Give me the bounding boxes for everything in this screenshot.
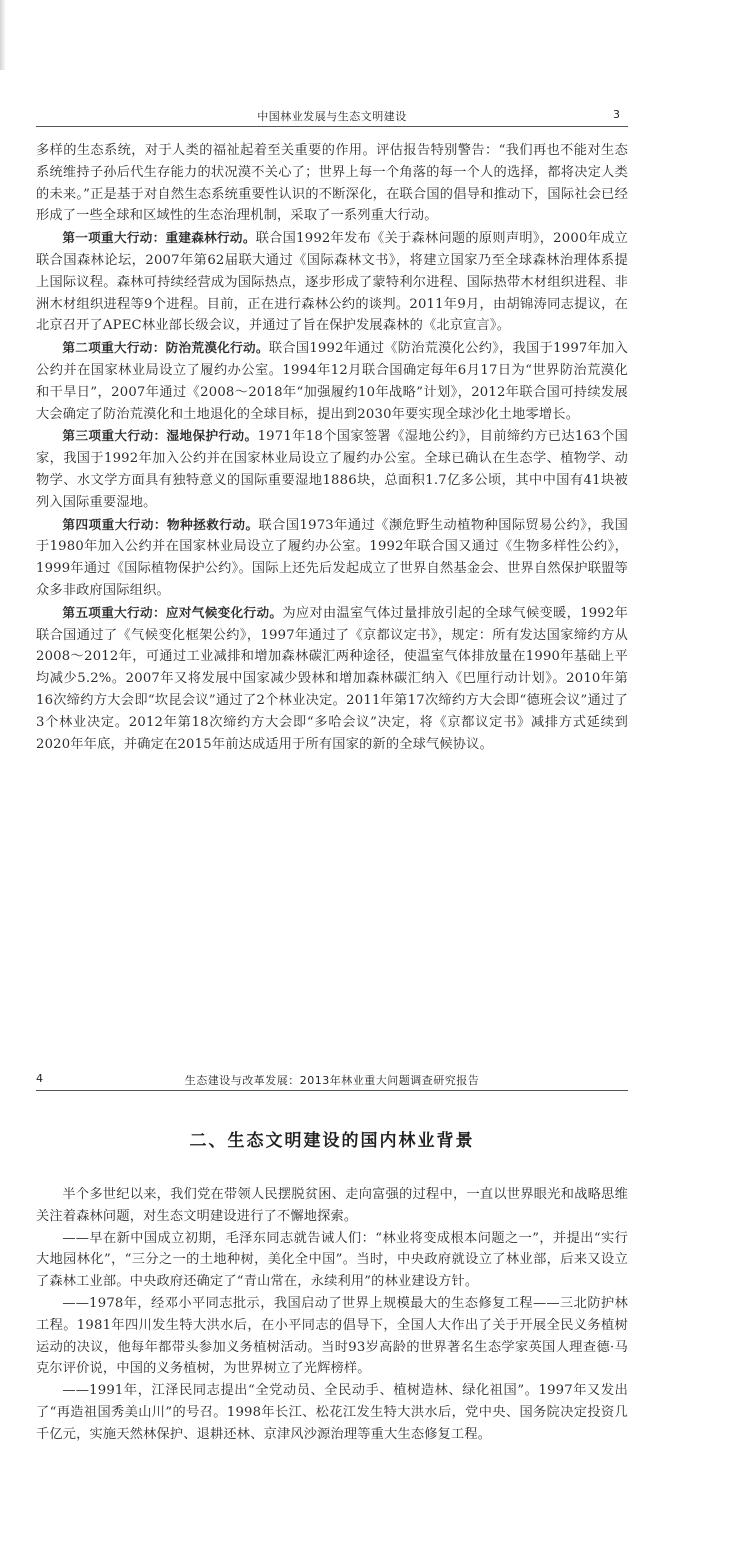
running-header [36,104,628,127]
action-paragraph-1 [36,227,628,337]
action-lead-3: 第三项重大行动：湿地保护行动。 [62,428,258,444]
page-number: 3 [613,108,620,121]
action-text-3: 1971年18个国家签署《湿地公约》，目前缔约方已达163个国家，我国于1992年加入公约并在国家林业局设立了履约办公室。全球已确认在生态学、植物学、动物学、水文学方面具有独特意义的国际重要湿地1886块，总面积1.7亿多公顷，其中中国有41块被列入国际重要湿地。 [36,429,629,510]
intro-paragraph: 多样的生态系统，对于人类的福祉起着至关重要的作用。评估报告特别警告：“我们再也不能对生态系统维持子孙后代生存能力的状况漠不关心了；世界上每一个角落的每一个人的选择，都将决定人类的未来。”正是基于对自然生态系统重要性认识的不断深化，在联合国的倡导和推动下，国际社会已经形成了一些全球和区域性的生态治理机制，采取了一系列重大行动。 [36,143,628,224]
body-paragraph-2: ——早在新中国成立初期，毛泽东同志就告诫人们：“林业将变成根本问题之一”，并提出“实行大地园林化”，“三分之一的土地种树，美化全中国”。当时，中央政府就设立了林业部，后来又设立了森林工业部。中央政府还确定了“青山常在，永续利用”的林业建设方针。 [36,1230,628,1290]
page-number: 4 [36,1072,43,1085]
action-lead-4: 第四项重大行动：物种拯救行动。 [62,516,259,532]
running-header-title: 中国林业发展与生态文明建设 [257,110,407,123]
running-header-title: 生态建设与改革发展：2013年林业重大问题调查研究报告 [184,1074,480,1087]
body-paragraph-4: ——1991年，江泽民同志提出“全党动员、全民动手、植树造林、绿化祖国”。1997年又发出了“再造祖国秀美山川”的号召。1998年长江、松花江发生特大洪水后，党中央、国务院决定投资几千亿元，实施天然林保护、退耕还林、京津风沙源治理等重大生态修复工程。 [36,1383,628,1442]
body-text [36,140,628,755]
action-text-5: 为应对由温室气体过量排放引起的全球气候变暖，1992年联合国通过了《气候变化框架公约》，1997年通过了《京都议定书》，规定：所有发达国家缔约方从2008～2012年，可通过工业减排和增加森林碳汇两种途径，使温室气体排放量在1990年基础上平均减少5.2%。2007年又将发展中国家减少毁林和增加森林碳汇纳入《巴厘行动计划》。2010年第16次缔约方大会即“坎昆会议”通过了2个林业决定。2011年第17次缔约方大会即“德班会议”通过了3个林业决定。2012年第18次缔约方大会即“多哈会议”决定，将《京都议定书》减排方式延续到2020年年底，并确定在2015年前达成适用于所有国家的新的全球气候协议。 [36,605,628,752]
page-binding-edge [0,0,6,70]
action-text-1: 联合国1992年发布《关于森林问题的原则声明》，2000年成立联合国森林论坛，2007年第62届联大通过《国际森林文书》，将建立国家乃至全球森林治理体系提上国际议程。森林可持续经营成为国际热点，逐步形成了蒙特利尔进程、国际热带木材组织进程、非洲木材组织进程等9个进程。目前，正在进行森林公约的谈判。2011年9月，由胡锦涛同志提议，在北京召开了APEC林业部长级会议，并通过了旨在保护发展森林的《北京宣言》。 [36,231,628,334]
action-lead-1: 第一项重大行动：重建森林行动。 [62,230,256,246]
action-text-2: 联合国1992年通过《防治荒漠化公约》，我国于1997年加入公约并在国家林业局设立了履约办公室。1994年12月联合国确定每年6月17日为“世界防治荒漠化和干旱日”，2007年通过《2008～2018年“加强履约10年战略”计划》，2012年联合国可持续发展大会确定了防治荒漠化和土地退化的全球目标，提出到2030年要实现全球沙化土地零增长。 [36,341,628,422]
action-paragraph-4 [36,514,628,602]
action-paragraph-3 [36,425,628,513]
action-lead-5: 第五项重大行动：应对气候变化行动。 [62,604,283,620]
action-text-4: 联合国1973年通过《濒危野生动植物种国际贸易公约》，我国于1980年加入公约并在国家林业局设立了履约办公室。1992年联合国又通过《生物多样性公约》，1999年通过《国际植物保护公约》。国际上还先后发起成立了世界自然基金会、世界自然保护联盟等众多非政府国际组织。 [36,517,628,598]
body-paragraph-1: 半个多世纪以来，我们党在带领人民摆脱贫困、走向富强的过程中，一直以世界眼光和战略思维关注着森林问题，对生态文明建设进行了不懈地探索。 [36,1187,628,1224]
section-heading: 二、生态文明建设的国内林业背景 [189,1131,475,1151]
action-paragraph-5 [36,602,628,756]
body-text [36,1184,628,1446]
action-paragraph-2 [36,337,628,425]
body-paragraph-3: ——1978年，经邓小平同志批示，我国启动了世界上规模最大的生态修复工程——三北防护林工程。1981年四川发生特大洪水后，在小平同志的倡导下，全国人大作出了关于开展全民义务植树运动的决议，他每年都带头参加义务植树活动。当时93岁高龄的世界著名生态学家英国人理查德·马克尔评价说，中国的义务植树，为世界树立了光辉榜样。 [36,1295,628,1377]
page-4 [0,1060,750,1546]
running-header [36,1068,628,1091]
action-lead-2: 第二项重大行动：防治荒漠化行动。 [62,340,269,356]
